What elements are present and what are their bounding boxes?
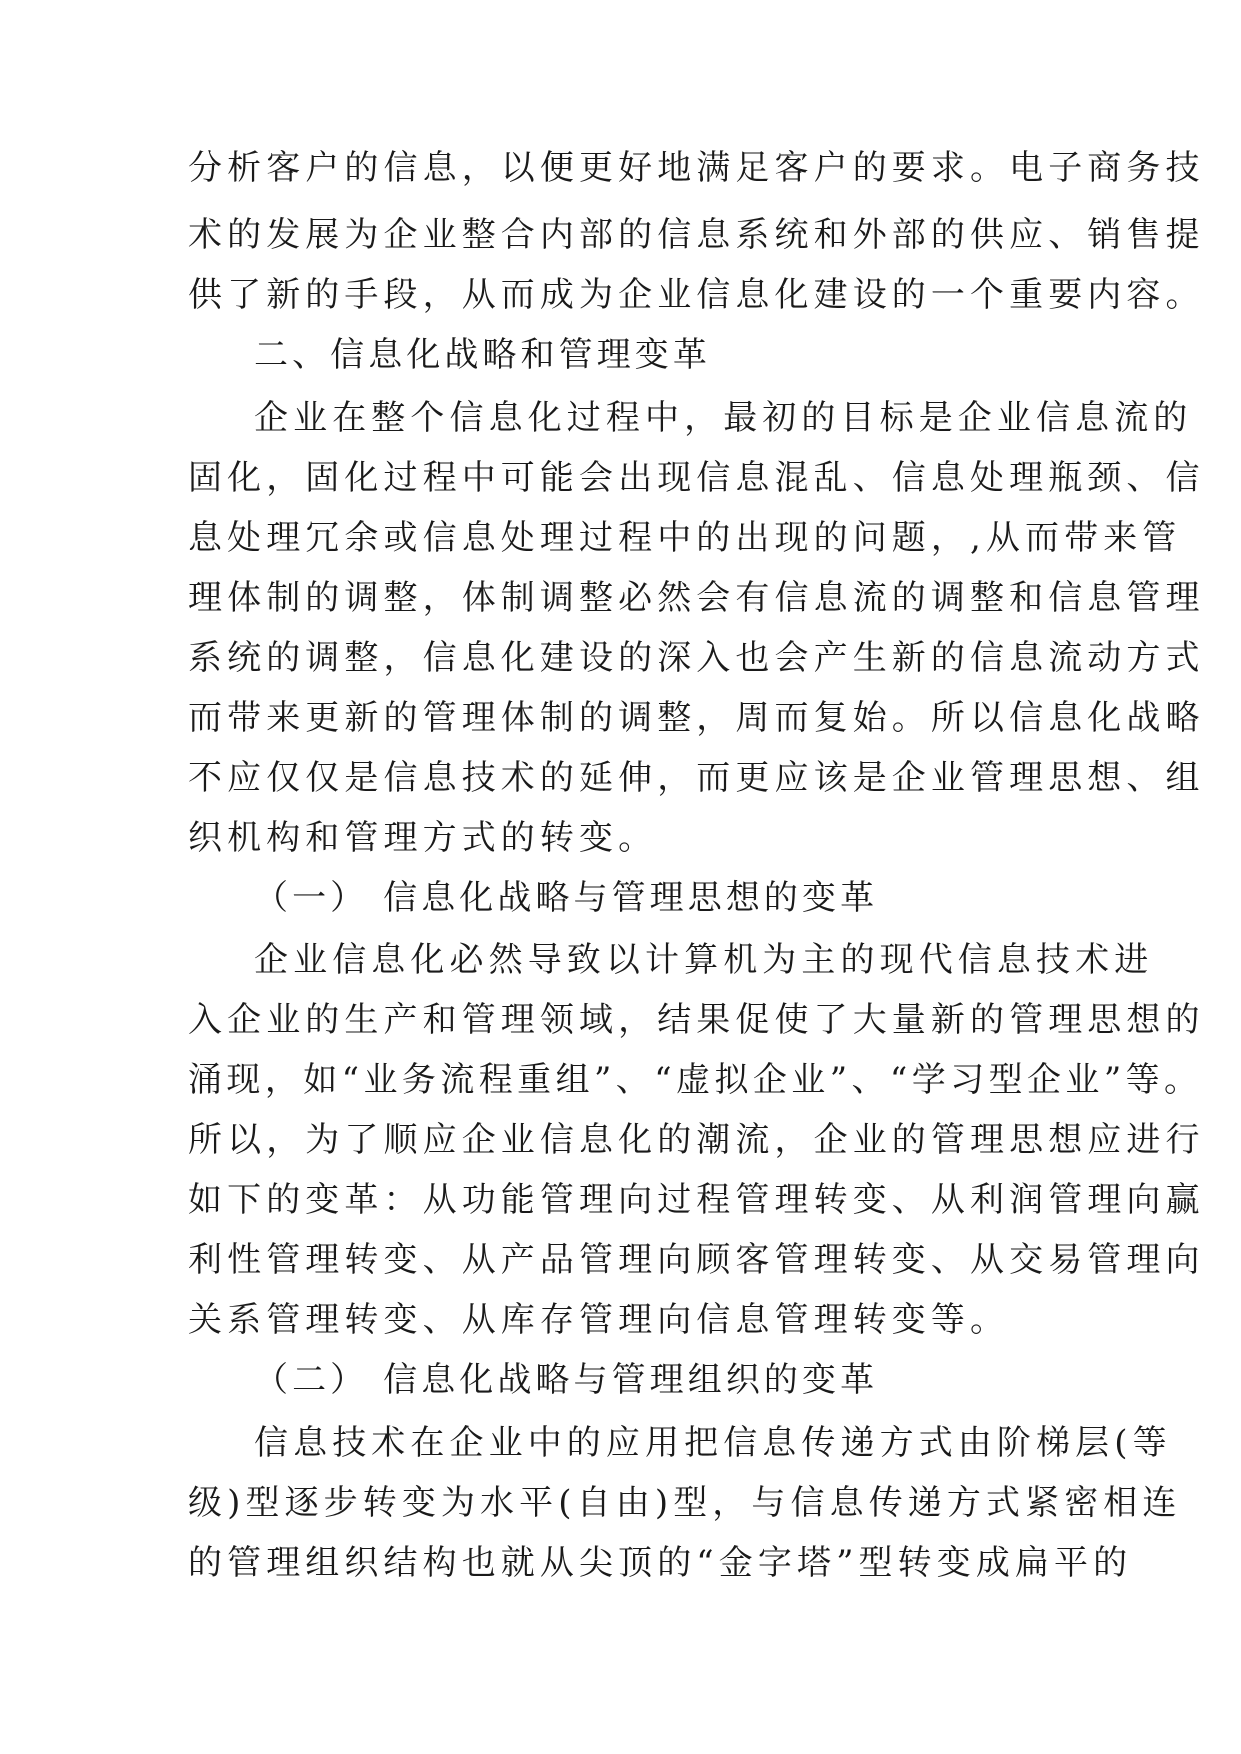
- text-line: 企业在整个信息化过程中，最初的目标是企业信息流的: [254, 398, 1193, 438]
- text-line: 不应仅仅是信息技术的延伸，而更应该是企业管理思想、组: [188, 758, 1205, 798]
- text-line: 织机构和管理方式的转变。: [188, 818, 658, 858]
- text-line: 企业信息化必然导致以计算机为主的现代信息技术进: [254, 940, 1154, 980]
- text-line: 息处理冗余或信息处理过程中的出现的问题，,从而带来管: [188, 518, 1182, 558]
- text-line: 所以，为了顺应企业信息化的潮流，企业的管理思想应进行: [188, 1120, 1205, 1160]
- text-line: 系统的调整，信息化建设的深入也会产生新的信息流动方式: [188, 638, 1205, 678]
- text-line: 涌现，如“业务流程重组”、“虚拟企业”、“学习型企业”等。: [188, 1060, 1203, 1100]
- text-line: 级)型逐步转变为水平(自由)型，与信息传递方式紧密相连: [188, 1483, 1182, 1523]
- text-line: 入企业的生产和管理领域，结果促使了大量新的管理思想的: [188, 1000, 1205, 1040]
- text-line: 关系管理转变、从库存管理向信息管理转变等。: [188, 1300, 1010, 1340]
- subsection-heading: （二） 信息化战略与管理组织的变革: [254, 1360, 879, 1400]
- text-line: 而带来更新的管理体制的调整，周而复始。所以信息化战略: [188, 698, 1205, 738]
- text-line: 术的发展为企业整合内部的信息系统和外部的供应、销售提: [188, 215, 1205, 255]
- text-line: 分析客户的信息，以便更好地满足客户的要求。电子商务技: [188, 148, 1205, 188]
- text-line: 供了新的手段，从而成为企业信息化建设的一个重要内容。: [188, 275, 1205, 315]
- section-heading: 二、信息化战略和管理变革: [254, 335, 711, 375]
- text-line: 理体制的调整，体制调整必然会有信息流的调整和信息管理: [188, 578, 1205, 618]
- text-line: 信息技术在企业中的应用把信息传递方式由阶梯层(等: [254, 1423, 1172, 1463]
- text-line: 固化，固化过程中可能会出现信息混乱、信息处理瓶颈、信: [188, 458, 1205, 498]
- subsection-heading: （一） 信息化战略与管理思想的变革: [254, 878, 879, 918]
- text-line: 如下的变革：从功能管理向过程管理转变、从利润管理向赢: [188, 1180, 1205, 1220]
- text-line: 利性管理转变、从产品管理向顾客管理转变、从交易管理向: [188, 1240, 1205, 1280]
- text-line: 的管理组织结构也就从尖顶的“金字塔”型转变成扁平的: [188, 1543, 1133, 1583]
